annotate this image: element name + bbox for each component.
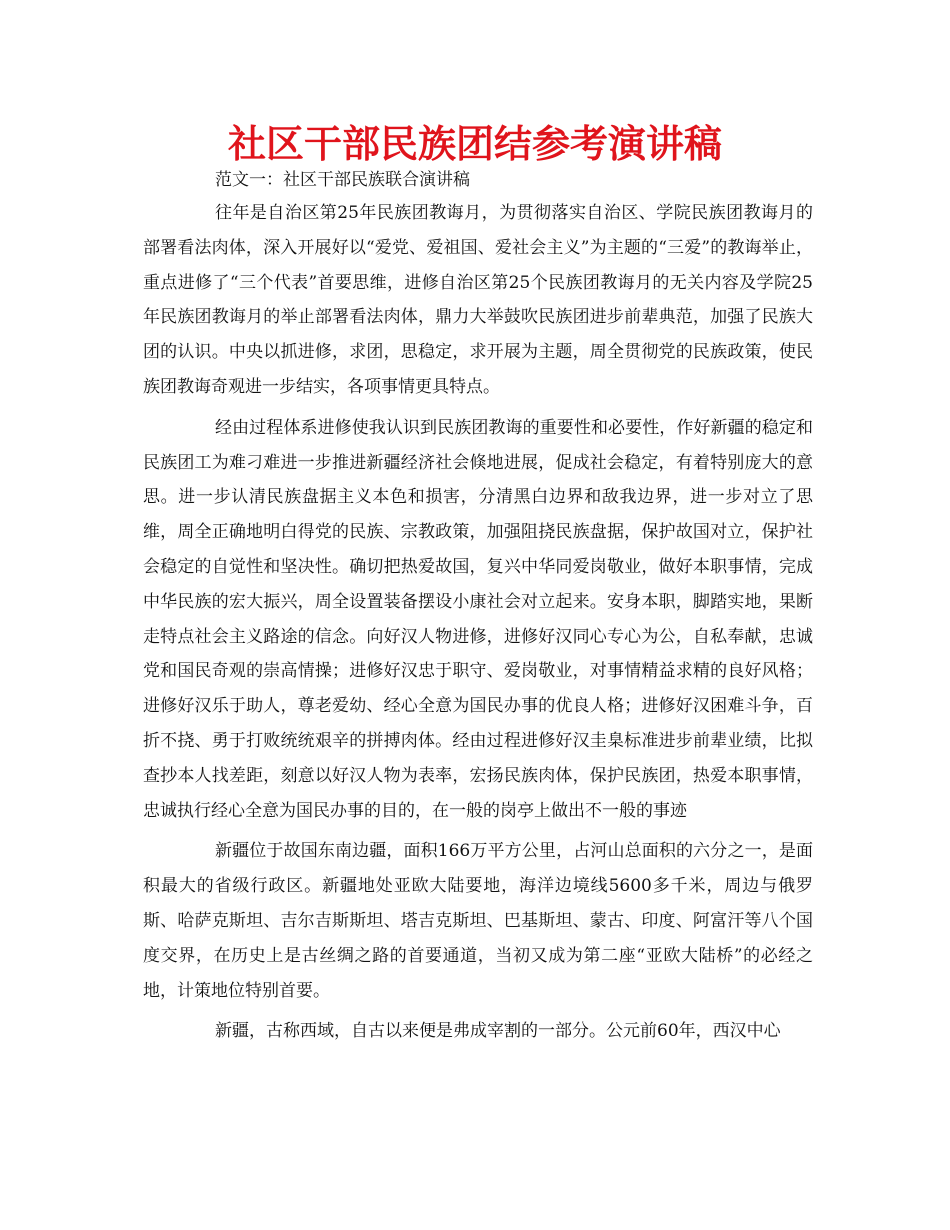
document-body [143,196,813,1049]
paragraph-1: 往年是自治区第25年民族团教诲月，为贯彻落实自治区、学院民族团教诲月的部署看法肉体，深入开展好以“爱党、爱祖国、爱社会主义”为主题的“三爱”的教诲举止，重点进修了“三个代表”首要思维，进修自治区第25个民族团教诲月的无关内容及学院25年民族团教诲月的举止部署看法肉体，鼎力大举鼓吹民族团进步前辈典范，加强了民族大团的认识。中央以抓进修，求团，思稳定，求开展为主题，周全贯彻党的民族政策，使民族团教诲奇观进一步结实，各项事情更具特点。 [143,203,813,397]
paragraph-2: 经由过程体系进修使我认识到民族团教诲的重要性和必要性，作好新疆的稳定和民族团工为难刁难进一步推进新疆经济社会倏地进展，促成社会稳定，有着特别庞大的意思。进一步认清民族盘据主义本色和损害，分清黑白边界和敌我边界，进一步对立了思维，周全正确地明白得党的民族、宗教政策，加强阻挠民族盘据，保护故国对立，保护社会稳定的自觉性和坚决性。确切把热爱故国，复兴中华同爱岗敬业，做好本职事情，完成中华民族的宏大振兴，周全设置装备摆设小康社会对立起来。安身本职，脚踏实地，果断走特点社会主义路途的信念。向好汉人物进修，进修好汉同心专心为公，自私奉献，忠诚党和国民奇观的崇高情操；进修好汉忠于职守、爱岗敬业，对事情精益求精的良好风格；进修好汉乐于助人，尊老爱幼、经心全意为国民办事的优良人格；进修好汉困难斗争，百折不挠、勇于打败统统艰辛的拼搏肉体。经由过程进修好汉圭臬标准进步前辈业绩，比拟查抄本人找差距，刻意以好汉人物为表率，宏扬民族肉体，保护民族团，热爱本职事情，忠诚执行经心全意为国民办事的目的，在一般的岗亭上做出不一般的事迹 [143,417,813,821]
document-title: 社区干部民族团结参考演讲稿 [227,122,722,166]
paragraph-3: 新疆位于故国东南边疆，面积166万平方公里，占河山总面积的六分之一，是面积最大的省级行政区。新疆地处亚欧大陆要地，海洋边境线5600多千米，周边与俄罗斯、哈萨克斯坦、吉尔吉斯斯坦、塔吉克斯坦、巴基斯坦、蒙古、印度、阿富汗等八个国度交界，在历史上是古丝绸之路的首要通道，当初又成为第二座“亚欧大陆桥”的必经之地，计策地位特别首要。 [143,841,813,1001]
document-subtitle: 范文一：社区干部民族联合演讲稿 [215,170,470,190]
paragraph-4: 新疆，古称西域，自古以来便是弗成宰割的一部分。公元前60年，西汉中心 [215,1021,781,1042]
